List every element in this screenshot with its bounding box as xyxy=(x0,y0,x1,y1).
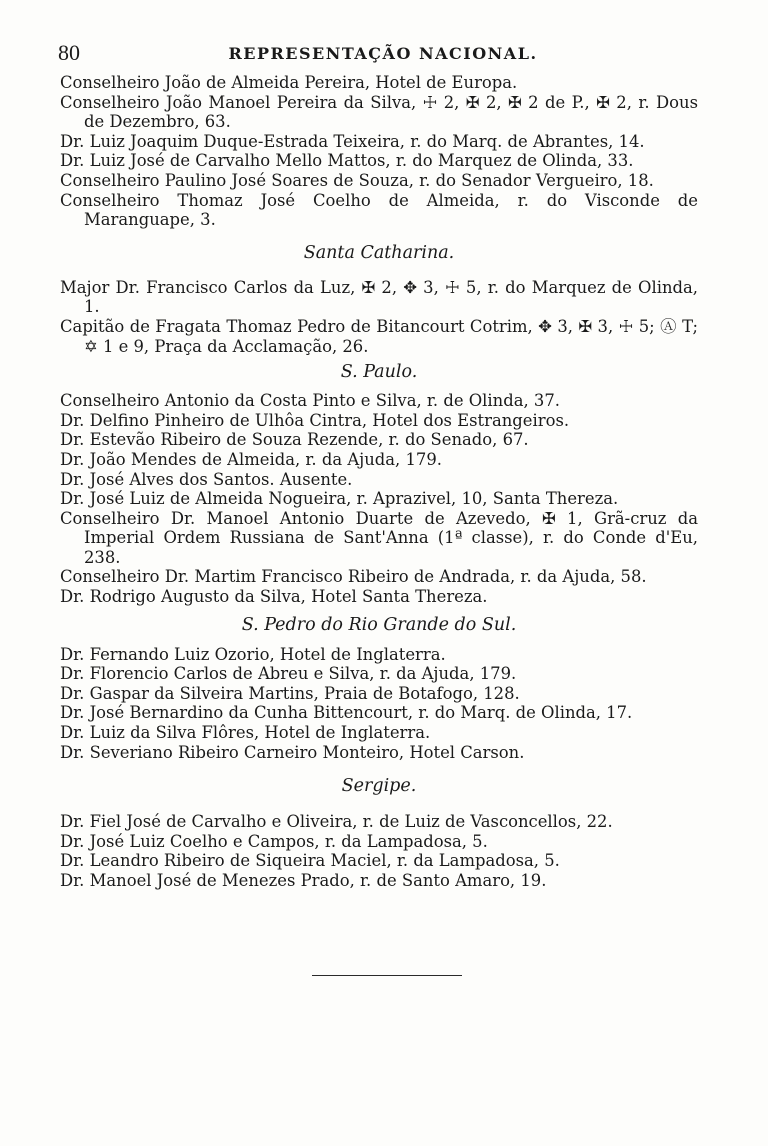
list-item: Conselheiro Paulino José Soares de Souza, r. do Senador Vergueiro, 18. xyxy=(60,170,654,190)
list-item: Dr. Fernando Luiz Ozorio, Hotel de Inglaterra. xyxy=(60,644,446,664)
section-heading: Sergipe. xyxy=(341,776,417,797)
list-item: Major Dr. Francisco Carlos da Luz, ✠ 2, ✥ 3, ☩ 5, r. do Marquez de Olinda, 1. xyxy=(60,277,698,317)
list-item: Dr. José Luiz Coelho e Campos, r. da Lampadosa, 5. xyxy=(60,831,488,851)
list-item: Dr. José Luiz de Almeida Nogueira, r. Aprazivel, 10, Santa Thereza. xyxy=(60,489,619,509)
section-sao-paulo xyxy=(60,361,698,607)
list-item: Conselheiro Dr. Manoel Antonio Duarte de Azevedo, ✠ 1, Grã-cruz da Imperial Ordem Russiana de Sant'Anna (1ª classe), r. do Conde d'Eu, 238. xyxy=(60,508,698,567)
section-sergipe xyxy=(60,775,698,890)
page-number: 80 xyxy=(58,40,80,65)
list-item: Conselheiro Antonio da Costa Pinto e Silva, r. de Olinda, 37. xyxy=(60,391,560,411)
list-item: Dr. Manoel José de Menezes Prado, r. de Santo Amaro, 19. xyxy=(60,871,547,890)
list-item: Dr. Leandro Ribeiro de Siqueira Maciel, r. da Lampadosa, 5. xyxy=(60,851,560,871)
running-title: REPRESENTAÇÃO NACIONAL. xyxy=(228,44,538,63)
section-heading: Santa Catharina. xyxy=(303,242,455,263)
list-item: Capitão de Fragata Thomaz Pedro de Bitancourt Cotrim, ✥ 3, ✠ 3, ☩ 5; Ⓐ T; ✡ 1 e 9, Praça da Acclamação, 26. xyxy=(60,316,698,356)
section-heading: S. Pedro do Rio Grande do Sul. xyxy=(241,614,517,635)
end-rule xyxy=(312,975,462,976)
list-item: Conselheiro João de Almeida Pereira, Hotel de Europa. xyxy=(60,73,518,92)
section-heading: S. Paulo. xyxy=(340,362,418,383)
list-item: Dr. Luiz da Silva Flôres, Hotel de Inglaterra. xyxy=(60,723,431,743)
list-item: Dr. Luiz Joaquim Duque-Estrada Teixeira, r. do Marq. de Abrantes, 14. xyxy=(60,131,645,151)
list-item: Conselheiro Dr. Martim Francisco Ribeiro de Andrada, r. da Ajuda, 58. xyxy=(60,567,647,587)
list-item: Dr. Fiel José de Carvalho e Oliveira, r. de Luiz de Vasconcellos, 22. xyxy=(60,812,613,832)
list-item: Dr. Delfino Pinheiro de Ulhôa Cintra, Hotel dos Estrangeiros. xyxy=(60,410,570,430)
section-santa-catharina xyxy=(60,242,698,356)
list-item: Dr. Gaspar da Silveira Martins, Praia de Botafogo, 128. xyxy=(60,683,520,703)
list-item: Dr. Rodrigo Augusto da Silva, Hotel Santa Thereza. xyxy=(60,587,488,607)
list-item: Dr. Estevão Ribeiro de Souza Rezende, r. do Senado, 67. xyxy=(60,430,529,450)
page-content xyxy=(60,73,698,891)
list-item: Conselheiro Thomaz José Coelho de Almeida, r. do Visconde de Maranguape, 3. xyxy=(60,190,698,230)
list-item: Dr. Luiz José de Carvalho Mello Mattos, r. do Marquez de Olinda, 33. xyxy=(60,151,634,171)
list-item: Dr. Severiano Ribeiro Carneiro Monteiro, Hotel Carson. xyxy=(60,742,525,762)
list-item: Dr. João Mendes de Almeida, r. da Ajuda, 179. xyxy=(60,449,442,469)
list-item: Dr. Florencio Carlos de Abreu e Silva, r. da Ajuda, 179. xyxy=(60,664,517,684)
list-item: Conselheiro João Manoel Pereira da Silva, ☩ 2, ✠ 2, ✠ 2 de P., ✠ 2, r. Dous de Dezembro, 63. xyxy=(60,92,698,132)
section-continuation xyxy=(60,73,698,230)
list-item: Dr. José Bernardino da Cunha Bittencourt, r. do Marq. de Olinda, 17. xyxy=(60,703,633,723)
list-item: Dr. José Alves dos Santos. Ausente. xyxy=(60,469,353,489)
section-rio-grande-do-sul xyxy=(60,614,698,763)
page-header xyxy=(58,40,708,66)
